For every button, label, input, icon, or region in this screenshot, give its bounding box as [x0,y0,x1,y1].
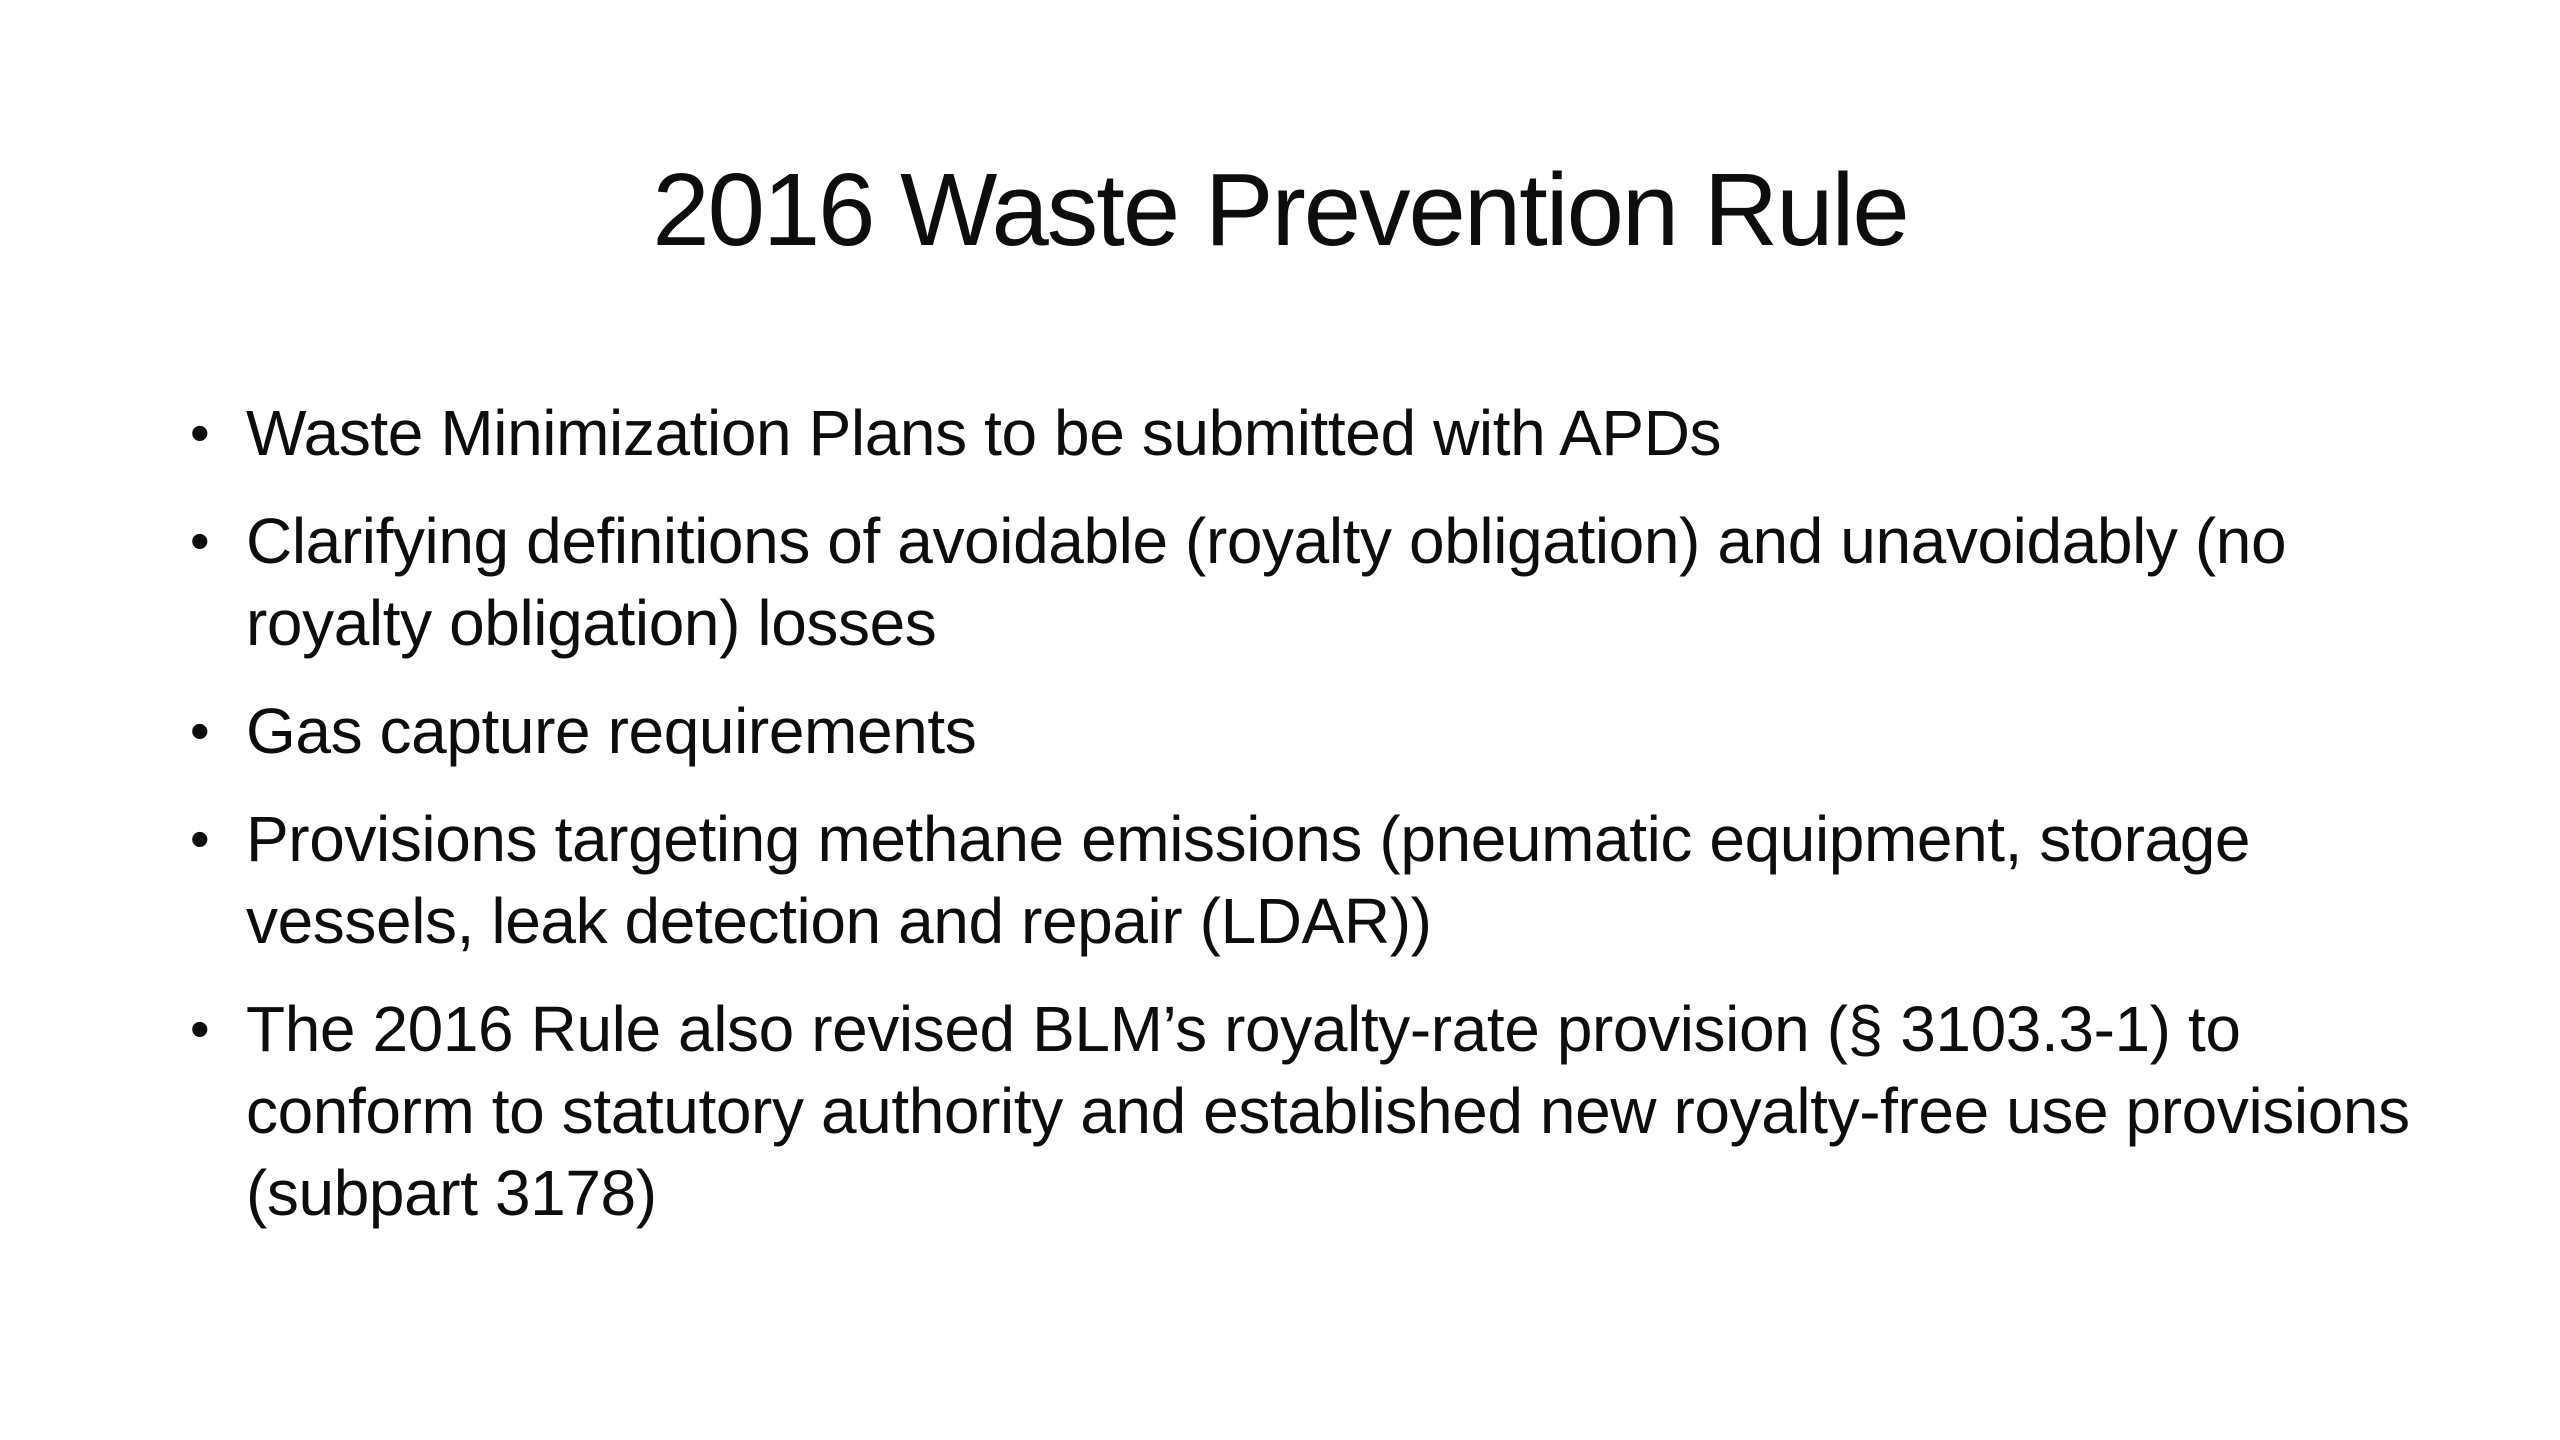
bullet-item-clarifying-definitions [190,500,2440,664]
bullet-dot-icon: • [190,509,210,572]
bullet-text: Waste Minimization Plans to be submitted with APDs [246,397,1722,469]
bullet-text: The 2016 Rule also revised BLM’s royalty-rate provision (§ 3103.3-1) to conform to statutory authority and established new royalty-free use provisions (subpart 3178) [246,993,2410,1229]
bullet-list [190,392,2440,1260]
slide-title: 2016 Waste Prevention Rule [652,152,1908,267]
bullet-dot-icon: • [190,401,210,464]
bullet-text: Clarifying definitions of avoidable (royalty obligation) and unavoidably (no royalty obligation) losses [246,505,2287,659]
bullet-item-methane-provisions [190,798,2440,962]
bullet-dot-icon: • [190,997,210,1060]
bullet-dot-icon: • [190,807,210,870]
bullet-text: Gas capture requirements [246,695,977,767]
bullet-item-waste-minimization-plans [190,392,2440,474]
bullet-dot-icon: • [190,699,210,762]
bullet-text: Provisions targeting methane emissions (pneumatic equipment, storage vessels, leak detection and repair (LDAR)) [246,803,2251,957]
bullet-item-gas-capture [190,690,2440,772]
bullet-item-royalty-rate-revision [190,988,2440,1234]
